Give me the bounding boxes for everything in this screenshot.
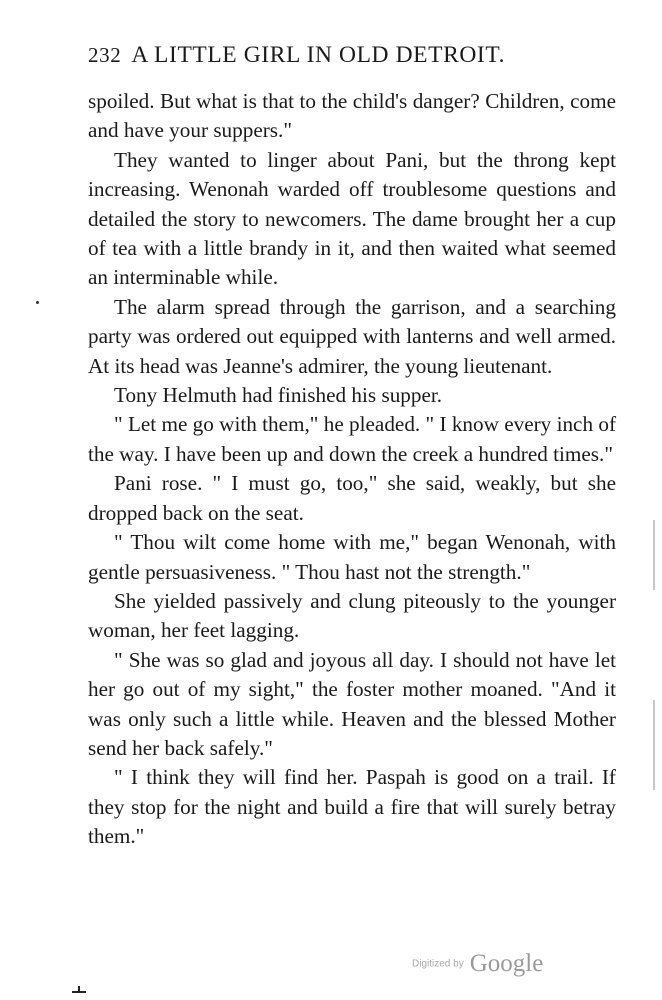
body-text xyxy=(88,87,616,852)
running-title: A LITTLE GIRL IN OLD DETROIT. xyxy=(131,42,506,68)
paragraph: " Let me go with them," he pleaded. " I know every inch of the way. I have been up and down the creek a hundred times." xyxy=(88,412,616,466)
paragraph: The alarm spread through the garrison, and a searching party was ordered out equipped with lanterns and well armed. At its head was Jeanne's admirer, the young lieutenant. xyxy=(88,294,616,378)
paragraph: " I think they will find her. Paspah is good on a trail. If they stop for the night and build a fire that will surely betray them." xyxy=(88,765,616,849)
paragraph: Tony Helmuth had finished his supper. xyxy=(114,383,443,408)
page-number: 232 xyxy=(88,43,122,67)
paragraph: They wanted to linger about Pani, but the throng kept increasing. Wenonah warded off troublesome questions and detailed the story to newcomers. The dame brought her a cup of tea with a little brandy in it, and then waited what seemed an interminable while. xyxy=(88,147,616,290)
watermark-logo: Google xyxy=(469,950,544,977)
paragraph: Pani rose. " I must go, too," she said, weakly, but she dropped back on the seat. xyxy=(88,471,616,525)
paragraph: She yielded passively and clung piteously to the younger woman, her feet lagging. xyxy=(88,588,616,643)
scan-speck xyxy=(36,301,39,304)
paragraph: spoiled. But what is that to the child's danger? Children, come and have your suppers." xyxy=(88,89,616,143)
scan-edge-mark xyxy=(653,520,655,590)
watermark-prefix: Digitized by xyxy=(412,958,464,970)
running-header xyxy=(88,42,618,82)
scan-edge-mark xyxy=(653,700,655,790)
paragraph: " Thou wilt come home with me," began Wenonah, with gentle persuasiveness. " Thou hast not the strength." xyxy=(88,530,616,584)
paragraph: " She was so glad and joyous all day. I should not have let her go out of my sight," the foster mother moaned. "And it was only such a little while. Heaven and the blessed Mother send her back safely." xyxy=(88,647,616,760)
scan-edge-mark xyxy=(78,986,80,993)
digitization-watermark xyxy=(412,950,543,980)
